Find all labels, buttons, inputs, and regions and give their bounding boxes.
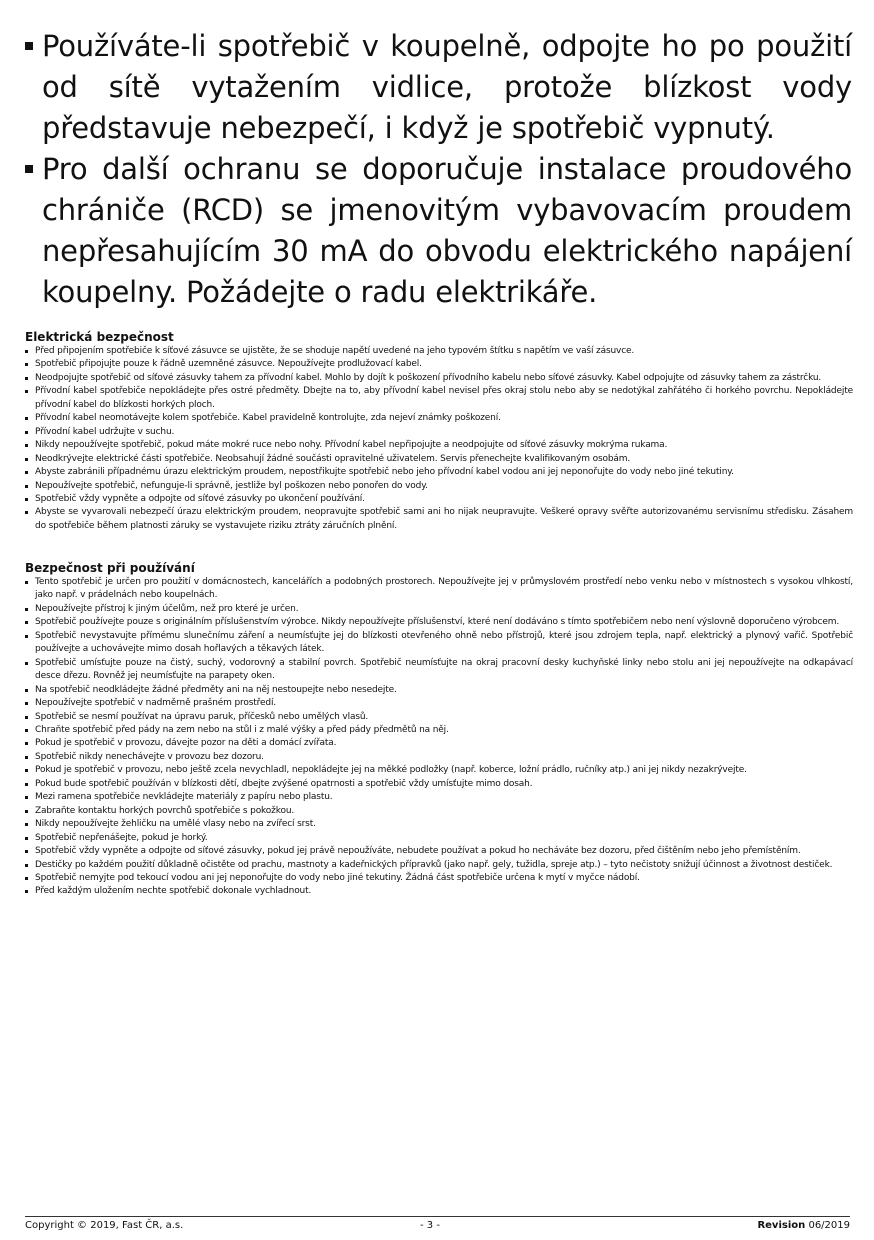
list-item: Nikdy nepoužívejte žehličku na umělé vlasy nebo na zvířecí srst.: [25, 818, 853, 831]
warning-list: [22, 26, 852, 313]
list-item: Před každým uložením nechte spotřebič dokonale vychladnout.: [25, 885, 853, 898]
section-usage-safety: [25, 561, 853, 899]
list-item: Spotřebič umísťujte pouze na čistý, suchý, vodorovný a stabilní povrch. Spotřebič neumísťujte na okraj pracovní desky kuchyňské linky nebo stolu ani jej nepoužívejte na odkapávací desce dřezu. Rovněž jej neumísťujte na parapety oken.: [25, 657, 853, 684]
page-footer: [25, 1216, 850, 1236]
warning-item: Pro další ochranu se doporučuje instalace proudového chrániče (RCD) se jmenovitým vybavovacím proudem nepřesahujícím 30 mA do obvodu elektrického napájení koupelny. Požádejte o radu elektrikáře.: [22, 149, 852, 313]
list-item: Přívodní kabel spotřebiče nepokládejte přes ostré předměty. Dbejte na to, aby přívodní kabel nevisel přes okraj stolu nebo aby se nedotýkal zahřátého či horkého povrchu. Nepokládejte přívodní kabel do blízkosti horkých ploch.: [25, 385, 853, 412]
list-item: Chraňte spotřebič před pády na zem nebo na stůl i z malé výšky a před pády předmětů na něj.: [25, 724, 853, 737]
section-title: Elektrická bezpečnost: [25, 330, 174, 344]
list-item: Neodkrývejte elektrické části spotřebiče. Neobsahují žádné součásti opravitelné uživatelem. Servis přenechejte kvalifikovaným osobám.: [25, 453, 853, 466]
list-item: Pokud je spotřebič v provozu, dávejte pozor na děti a domácí zvířata.: [25, 737, 853, 750]
list-item: Spotřebič vždy vypněte a odpojte od síťové zásuvky po ukončení používání.: [25, 493, 853, 506]
list-item: Abyste se vyvarovali nebezpečí úrazu elektrickým proudem, neopravujte spotřebič sami ani ho nijak neupravujte. Veškeré opravy svěřte autorizovanému servisnímu středisku. Zásahem do spotřebiče během platnosti záruky se vystavujete riziku ztráty záručních plnění.: [25, 506, 853, 533]
list-item: Na spotřebič neodkládejte žádné předměty ani na něj nestoupejte nebo nesedejte.: [25, 684, 853, 697]
list-item: Spotřebič vždy vypněte a odpojte od síťové zásuvky, pokud jej právě nepoužíváte, nebudete používat a pokud ho necháváte bez dozoru, před čištěním nebo jeho přemístěním.: [25, 845, 853, 858]
bullet-list: [25, 576, 853, 899]
list-item: Tento spotřebič je určen pro použití v domácnostech, kancelářích a podobných prostorech. Nepoužívejte jej v průmyslovém prostředí nebo venku nebo v místnostech s vysokou vlhkostí, jako např. v prádelnách nebo koupelnách.: [25, 576, 853, 603]
list-item: Přívodní kabel neomotávejte kolem spotřebiče. Kabel pravidelně kontrolujte, zda nejeví známky poškození.: [25, 412, 853, 425]
list-item: Abyste zabránili případnému úrazu elektrickým proudem, nepostřikujte spotřebič nebo jeho přívodní kabel vodou ani jej neponořujte do vody nebo jiné tekutiny.: [25, 466, 853, 479]
revision-date: 06/2019: [808, 1220, 850, 1231]
list-item: Spotřebič nikdy nenechávejte v provozu bez dozoru.: [25, 751, 853, 764]
page-number: - 3 -: [420, 1220, 440, 1231]
copyright: Copyright © 2019, Fast ČR, a.s.: [25, 1220, 184, 1231]
revision: [757, 1220, 850, 1231]
list-item: Nikdy nepoužívejte spotřebič, pokud máte mokré ruce nebo nohy. Přívodní kabel nepřipojujte a neodpojujte od síťové zásuvky mokrýma rukama.: [25, 439, 853, 452]
list-item: Destičky po každém použití důkladně očistěte od prachu, mastnoty a kadeřnických přípravků (jako např. gely, tužidla, spreje atp.) – tyto nečistoty snižují účinnost a životnost destiček.: [25, 859, 853, 872]
list-item: Spotřebič připojujte pouze k řádně uzemněné zásuvce. Nepoužívejte prodlužovací kabel.: [25, 358, 853, 371]
list-item: Pokud bude spotřebič používán v blízkosti dětí, dbejte zvýšené opatrnosti a spotřebič vždy umísťujte mimo dosah.: [25, 778, 853, 791]
list-item: Spotřebič nemyjte pod tekoucí vodou ani jej neponořujte do vody nebo jiné tekutiny. Žádná část spotřebiče určena k mytí v myčce nádobí.: [25, 872, 853, 885]
list-item: Zabraňte kontaktu horkých povrchů spotřebiče s pokožkou.: [25, 805, 853, 818]
list-item: Nepoužívejte spotřebič v nadměrně prašném prostředí.: [25, 697, 853, 710]
bullet-list: [25, 345, 853, 533]
list-item: Mezi ramena spotřebiče nevkládejte materiály z papíru nebo plastu.: [25, 791, 853, 804]
section-electrical-safety: [25, 330, 853, 533]
section-title: Bezpečnost při používání: [25, 561, 195, 575]
warning-item: Používáte-li spotřebič v koupelně, odpojte ho po použití od sítě vytažením vidlice, protože blízkost vody představuje nebezpečí, i když je spotřebič vypnutý.: [22, 26, 852, 149]
revision-label: Revision: [757, 1220, 806, 1231]
list-item: Spotřebič se nesmí používat na úpravu paruk, příčesků nebo umělých vlasů.: [25, 711, 853, 724]
list-item: Spotřebič nevystavujte přímému slunečnímu záření a neumísťujte jej do blízkosti otevřeného ohně nebo přístrojů, které jsou zdrojem tepla, např. elektrický a plynový vařič. Spotřebič používejte a uchovávejte mimo dosah hořlavých a těkavých látek.: [25, 630, 853, 657]
list-item: Pokud je spotřebič v provozu, nebo ještě zcela nevychladl, nepokládejte jej na měkké podložky (např. koberce, ložní prádlo, ručníky atp.) ani jej nikdy nezakrývejte.: [25, 764, 853, 777]
list-item: Před připojením spotřebiče k síťové zásuvce se ujistěte, že se shoduje napětí uvedené na jeho typovém štítku s napětím ve vaší zásuvce.: [25, 345, 853, 358]
list-item: Nepoužívejte spotřebič, nefunguje-li správně, jestliže byl poškozen nebo ponořen do vody.: [25, 480, 853, 493]
list-item: Přívodní kabel udržujte v suchu.: [25, 426, 853, 439]
list-item: Nepoužívejte přístroj k jiným účelům, než pro které je určen.: [25, 603, 853, 616]
list-item: Spotřebič nepřenášejte, pokud je horký.: [25, 832, 853, 845]
list-item: Spotřebič používejte pouze s originálním příslušenstvím výrobce. Nikdy nepoužívejte příslušenství, které není dodáváno s tímto spotřebičem nebo není výslovně doporučeno výrobcem.: [25, 616, 853, 629]
list-item: Neodpojujte spotřebič od síťové zásuvky tahem za přívodní kabel. Mohlo by dojít k poškození přívodního kabelu nebo síťové zásuvky. Kabel odpojujte od zásuvky tahem za zástrčku.: [25, 372, 853, 385]
